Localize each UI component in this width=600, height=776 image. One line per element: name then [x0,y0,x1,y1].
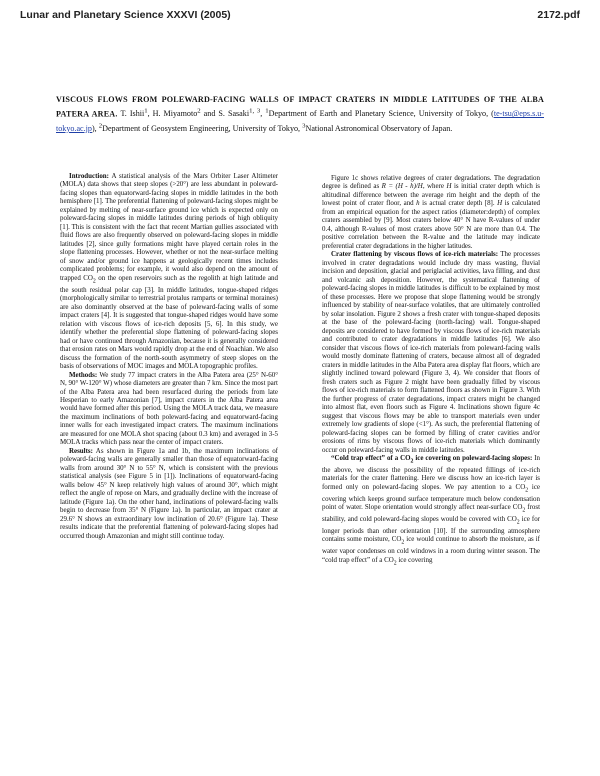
degradation-formula: R = (H - h)/H [381,182,423,191]
introduction-heading: Introduction: [69,172,109,180]
introduction-paragraph: Introduction: A statistical analysis of the Mars Orbiter Laser Altimeter (MOLA) data shows that steep slopes (>20°) are less abundant in poleward-facing slopes than equatorward-facing slopes in middle latitudes in the both hemisphere [1]. The preferential flattening of poleward-facing slopes might be explained by melting of near-surface ground ice which is expected only on poleward-facing slopes in middle latitudes during periods of high obliquity [1]. This is consistent with the fact that recent Martian gullies associated with fluid flows are also frequently observed on poleward-facing slopes in middle latitudes [2], since gully formations might have played certain roles in the slope flattening processes. However, whether or not the near-surface melting of snow and/or ground ice happens at geologically recent times includes complicated problems; for example, it would also depend on the amount of trapped $CO_2$ on the open reservoirs such as the regolith at high latitude and the south residual polar cap [3]. In middle latitudes, tongue-shaped ridges (morphologically similar to terrestrial protalus ramparts or terminal moraines) are also dominantly observed at the base of poleward-facing walls of some impact craters [4]. It is suggested that tongue-shaped ridges would have some relation with viscous flows of ice-rich deposits [5, 6]. In this study, we identify whether the preferential slope flattening of poleward-facing slopes had or have continued through Amazonian, because it is generally considered that erosion rates on Mars would rapidly drop at the end of Noachian. We also discuss the formation of the north-south asymmetry of steep slopes on the basis of observations of MOC images and MOLA topographic profiles. [60,172,278,371]
figure1c-paragraph: Figure 1c shows relative degrees of crater degradations. The degradation degree is defined as R = (H - h)/H, where H is initial crater depth which is altitudinal difference between the average rim height and the depth of the lowest point of crater floor, and h is actual crater depth [8]. H is calculated from an empirical equation for the aspect ratios (diameter:depth) of complex craters assembled by [9]. Most craters below 40° N have R-values of under 0.4, although R-values of most craters above 50° N are more than 0.4. The positive correlation between the R-value and the latitude may indicate preferential crater degradations in the higher latitudes. [322,174,540,250]
left-column [60,172,278,540]
author-email-link[interactable]: te-tsu@eps.s.u-tokyo.ac.jp [56,109,545,133]
cold-trap-paragraph: “Cold trap effect” of a $CO_2$ ice covering on poleward-facing slopes: In the above, we discuss the possibility of the repeated fillings of ice-rich materials for the crater flattening. Here we discuss how an ice-rich layer is formed only on poleward-facing slopes. We pay attention to a $CO_2$ ice covering which keeps ground surface temperature much below condensation point of water. Slope orientation would strongly affect near-surface $CO_2$ frost stability, and cold poleward-facing slopes would be covered with $CO_2$ ice for longer periods than other orientation [10]. If the surrounding atmosphere contains some moisture, $CO_2$ ice would continue to absorb the moisture, as if water vapor condenses on cold windows in a room during winter season. The “cold trap effect” of a $CO_2$ ice covering [322,453,541,567]
methods-paragraph: Methods: We study 77 impact craters in the Alba Patera area (25° N-60° N, 90° W-120° W) whose diameters are greater than 7 km. Since the most part of the Alba Patera area had been resurfaced during the periods from late Hesperian to early Amazonian [7], impact craters in the Alba Patera area would have formed after this period. Using the MOLA track data, we measure the maximum inclinations of both poleward-facing and equatorward-facing inner walls for each investigated impact craters. The maximum inclinations are measured for one MOLA shot spacing (about 0.3 km) and averaged in 3-5 MOLA tracks which pass near the center of impact craters. [60,370,278,447]
crater-flattening-paragraph: Crater flattening by viscous flows of ice-rich materials: The processes involved in crater degradations would include dry mass wasting, fluvial incision and deposition, glacial and periglacial activities, lava filling, and dust and volcanic ash deposition. However, the systematical flattening of poleward-facing slopes in middle latitudes is difficult to be explained by most of these processes. Here we propose that slope flattening would be strongly influenced by stability of near-surface volatiles, that are ultimately controlled by solar insolation. Figure 2 shows a fresh crater with tongue-shaped deposits at the base of the poleward-facing (north-facing) wall. Tongue-shaped deposits are considered to have formed by viscous flows of ice-rich materials and contributed to crater degradations in middle latitudes [6]. We also consider that viscous flows of ice-rich materials from poleward-facing walls would mostly dominate flattening of craters, because almost all of degraded craters in middle latitudes in the Alba Patera area display flat floors, which are slightly inclined toward poleward (Figure 3, 4). We consider that floors of fresh craters such as Figure 2 might have been gradually filled by viscous flows of ice-rich materials to form flattened floors as shown in Figure 3. With the further progress of crater degradations, impact craters might be changed into almost flat, even floors such as Figure 4. Inclinations shown figure 4c suggest that viscous flows may be able to transport materials even under extremely low gradients of slope (<1°). As such, the preferential flattening of poleward-facing slopes can be formed by filling of crater cavities and/or erosions of rims by viscous flows of ice-rich materials which dominantly occur on poleward-facing walls in middle latitudes. [322,250,540,454]
authors: T. Ishii$^1$, H. Miyamoto$^2$ and S. Sasaki$^{1, 3}$, $^1$Department of Earth and Planetary Science, University of Tokyo, (te-tsu@eps.s.u-tokyo.ac.jp), $^2$Department of Geosystem Engineering, University of Tokyo, $^3$National Astronomical Observatory of Japan. [56,107,545,133]
journal-header: Lunar and Planetary Science XXXVI (2005) [20,9,231,21]
right-column [322,174,540,568]
crater-flattening-heading: Crater flattening by viscous flows of ice-rich materials: [331,250,499,259]
cold-trap-heading: “Cold trap effect” of a $CO_2$ ice covering on poleward-facing slopes: [331,453,533,465]
methods-heading: Methods: [69,370,98,379]
page-id: 2172.pdf [537,9,580,21]
title-block [56,94,544,134]
paper-title: VISCOUS FLOWS FROM POLEWARD-FACING WALLS OF IMPACT CRATERS IN MIDDLE LATITUDES OF THE ALBA PATERA AREA. [56,95,544,119]
results-heading: Results: [69,446,93,455]
results-paragraph: Results: As shown in Figure 1a and 1b, the maximum inclinations of poleward-facing walls are generally smaller than those of equatorward-facing walls from around 30° N to 55° N, which is consistent with the previous statistical analysis (see Figure 5 in [1]). Inclinations of equatorward-facing walls below 45° N keep relatively high values of around 30°, which might reflect the angle of repose on Mars, and gradually decline with the increase of latitude (Figure 1a). On the other hand, inclinations of poleward-facing walls begin to decrease from 35° N (Figure 1a). In particular, an impact crater at 29.6° N shows an extraordinary low inclination of 20.6° (Figure 1a). These results indicate that the preferential flattening of poleward-facing slopes had occurred though Amazonian and might still continue today. [60,446,278,540]
